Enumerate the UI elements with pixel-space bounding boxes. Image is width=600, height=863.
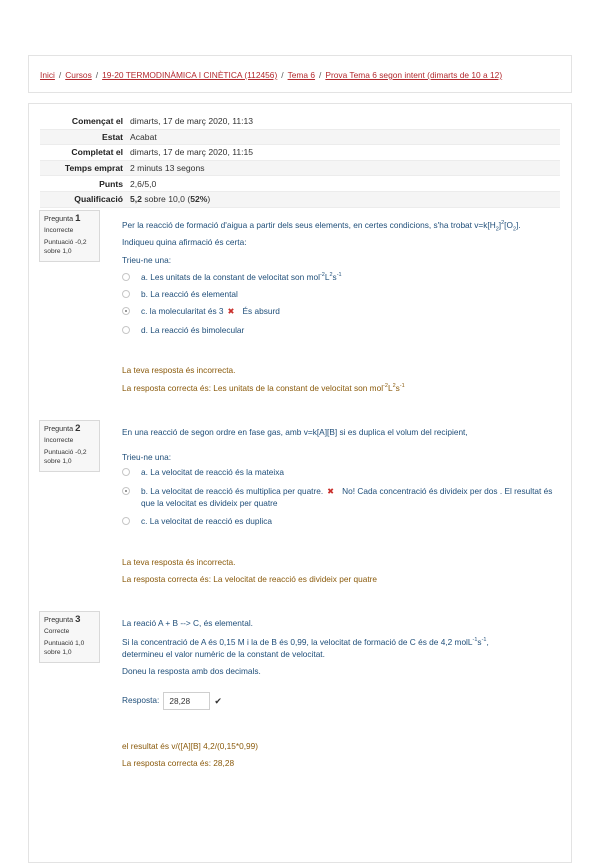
question-1-outcome: La teva resposta és incorrecta. [122,365,236,375]
radio-checked-icon[interactable] [122,307,130,315]
question-1-right-answer: La resposta correcta és: Les unitats de la constant de velocitat son $mol^{-2}L^2s^{-1}$ [122,382,405,393]
question-2-prompt: Trieu-ne una: [122,452,172,462]
radio-unchecked-icon[interactable] [122,326,130,334]
question-2-option-a[interactable]: a. La velocitat de reacció és la mateixa [122,467,562,479]
option-feedback: És absurd [242,306,280,316]
summary-row-completed [40,145,560,161]
question-1-option-c[interactable]: c. la molecularitat és 3 ✖ És absurd [122,306,562,318]
summary-label: Qualificació [74,194,123,205]
question-1-option-a[interactable]: a. Les unitats de la constant de velocitat son $mol^{-2}L^2s^{-1}$ [122,270,562,283]
radio-unchecked-icon[interactable] [122,273,130,281]
summary-row-time [40,160,560,176]
question-3-text-line2: Si la concentració de A és 0,15 M i la de B és 0,99, la velocitat de formació de C és de 4,2 $molL^{-1}s^{-1}$, determineu el valor numèric de la constant de velocitat. [122,636,489,659]
radio-unchecked-icon[interactable] [122,290,130,298]
question-1-option-b[interactable]: b. La reacció és elemental [122,289,562,301]
breadcrumb-home-link[interactable]: Inici [40,70,55,80]
summary-row-state [40,129,560,145]
question-2-right-answer: La resposta correcta és: La velocitat de reacció es divideix per quatre [122,574,378,584]
question-3-feedback: el resultat és v/([A][B] 4,2/(0,15*0,99) [122,741,259,751]
question-2-option-b[interactable]: b. La velocitat de reacció és multiplica per quatre. ✖ No! Cada concentració és divideix per dos . El resultat és que la velocitat es divideix per quatre [122,486,562,509]
correct-check-icon: ✔ [214,695,222,706]
question-grade: Puntuació -0,2 sobre 1,0 [44,239,87,255]
question-grade: Puntuació -0,2 sobre 1,0 [44,449,87,465]
radio-checked-icon[interactable] [122,487,130,495]
question-grade: Puntuació 1,0 sobre 1,0 [44,640,85,656]
summary-value: dimarts, 17 de març 2020, 11:13 [130,116,254,127]
breadcrumb-separator: / [58,70,62,80]
option-feedback: No! Cada concentració és divideix per dos . El resultat és que la velocitat es divideix per quatre [141,486,553,508]
question-state: Incorrecte [44,436,74,444]
summary-label: Temps emprat [64,163,123,174]
summary-value: 2 minuts 13 segons [130,163,205,174]
summary-value: Acabat [130,131,157,142]
question-1-option-d[interactable]: d. La reacció és bimolecular [122,325,562,337]
answer-input[interactable]: 28,28 [163,692,210,710]
breadcrumb-quiz-link[interactable]: Prova Tema 6 segon intent (dimarts de 10 a 12) [325,70,503,80]
summary-value: dimarts, 17 de març 2020, 11:15 [130,147,254,158]
question-2-info [39,420,100,472]
breadcrumb-separator: / [319,70,322,80]
answer-label: Resposta: [122,695,160,706]
question-3-text-line1: La reació A + B --> C, és elemental. [122,618,253,628]
question-state: Correcte [44,627,70,635]
question-2-text: En una reacció de segon ordre en fase gas, amb v=k[A][B] si es duplica el volum del recipient, [122,427,468,437]
summary-value: 2,6/5,0 [130,178,157,189]
breadcrumb-courses-link[interactable]: Cursos [65,70,92,80]
breadcrumb-separator: / [95,70,99,80]
summary-grade: 5,2 sobre 10,0 (52%) [130,194,211,205]
breadcrumb-topic-link[interactable]: Tema 6 [287,70,316,80]
question-3-answer-row [122,692,562,710]
summary-label: Punts [99,178,123,189]
question-1-prompt: Trieu-ne una: [122,255,172,265]
attempt-summary-table [40,114,560,208]
summary-label: Estat [101,131,123,142]
question-number: Pregunta 2 [44,423,81,434]
question-3-info [39,611,100,663]
question-1-text: Per la reacció de formació d'aigua a partir dels seus elements, en certes condicions, s'ha trobat $v=k[H_2]^2[O_2]$. Indiqueu quina afirmació és certa: [122,219,521,247]
summary-label: Començat el [71,116,123,127]
radio-unchecked-icon[interactable] [122,468,130,476]
summary-label: Completat el [71,147,123,158]
incorrect-icon: ✖ [327,486,335,496]
question-2-outcome: La teva resposta és incorrecta. [122,557,236,567]
question-state: Incorrecte [44,226,74,234]
question-2-option-c[interactable]: c. La velocitat de reacció es duplica [122,516,562,528]
summary-row-grade [40,191,560,207]
question-3-text-line4: Doneu la resposta amb dos decimals. [122,666,261,676]
question-1-info [39,210,100,262]
radio-unchecked-icon[interactable] [122,517,130,525]
incorrect-icon: ✖ [227,306,235,316]
breadcrumb-course-link[interactable]: 19-20 TERMODINÀMICA I CINÈTICA (112456) [102,70,278,80]
summary-row-started [40,114,560,129]
breadcrumb [28,55,572,93]
question-number: Pregunta 3 [44,614,81,625]
question-3-right-answer: La resposta correcta és: 28,28 [122,758,235,768]
summary-row-marks [40,176,560,192]
question-number: Pregunta 1 [44,213,81,224]
breadcrumb-separator: / [281,70,284,80]
